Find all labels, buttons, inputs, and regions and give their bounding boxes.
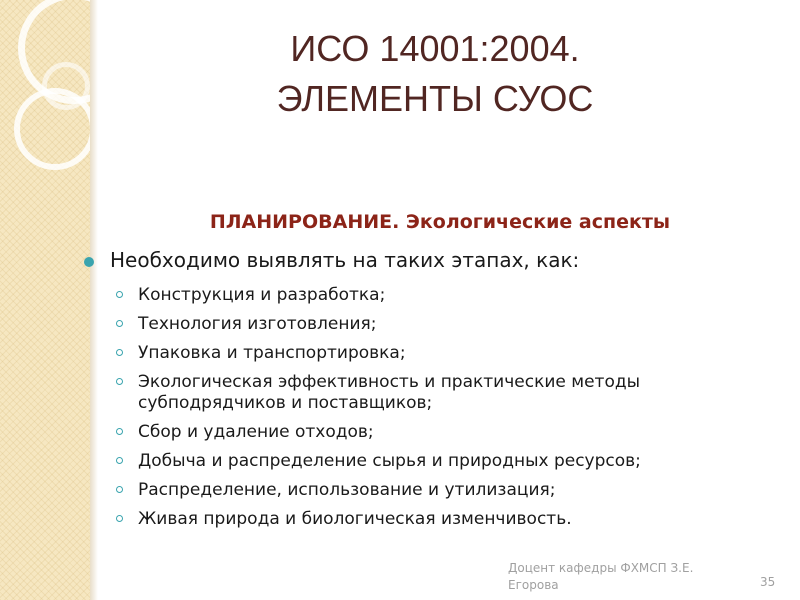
list-item-text: Добыча и распределение сырья и природных ресурсов; <box>138 451 641 471</box>
list-item <box>116 285 716 306</box>
footer-author: Доцент кафедры ФХМСП З.Е. Егорова <box>508 561 694 592</box>
ring-bullet-icon <box>116 378 123 385</box>
list-item-text: Упаковка и транспортировка; <box>138 343 406 363</box>
list-item-text: Живая природа и биологическая изменчивость. <box>138 509 572 529</box>
list-item <box>116 343 716 364</box>
list-item <box>116 422 716 443</box>
ring-bullet-icon <box>116 320 123 327</box>
sub-bullet-list <box>116 285 716 538</box>
slide-title-line: ИСО 14001:2004. <box>290 28 580 69</box>
list-item <box>116 314 716 335</box>
side-panel-shadow <box>90 0 98 600</box>
list-item-text: Сбор и удаление отходов; <box>138 422 374 442</box>
list-item-text: Технология изготовления; <box>138 314 377 334</box>
main-bullet-text: Необходимо выявлять на таких этапах, как: <box>110 248 580 272</box>
ring-bullet-icon <box>116 428 123 435</box>
section-subtitle: ПЛАНИРОВАНИЕ. Экологические аспекты <box>209 211 671 233</box>
decorative-side-panel <box>0 0 90 600</box>
list-item <box>116 372 716 414</box>
ring-bullet-icon <box>116 515 123 522</box>
bullet-dot-icon <box>84 257 94 267</box>
slide-title-line: ЭЛЕМЕНТЫ СУОС <box>276 78 594 119</box>
list-item-text: Конструкция и разработка; <box>138 285 386 305</box>
decorative-ring <box>14 88 90 170</box>
list-item <box>116 451 716 472</box>
list-item <box>116 480 716 501</box>
ring-bullet-icon <box>116 349 123 356</box>
list-item-text: Экологическая эффективность и практические методы субподрядчиков и поставщиков; <box>138 372 641 413</box>
slide-title <box>130 24 740 124</box>
list-item-text: Распределение, использование и утилизация; <box>138 480 556 500</box>
ring-bullet-icon <box>116 486 123 493</box>
list-item <box>116 509 716 530</box>
page-number: 35 <box>760 575 776 589</box>
ring-bullet-icon <box>116 291 123 298</box>
ring-bullet-icon <box>116 457 123 464</box>
